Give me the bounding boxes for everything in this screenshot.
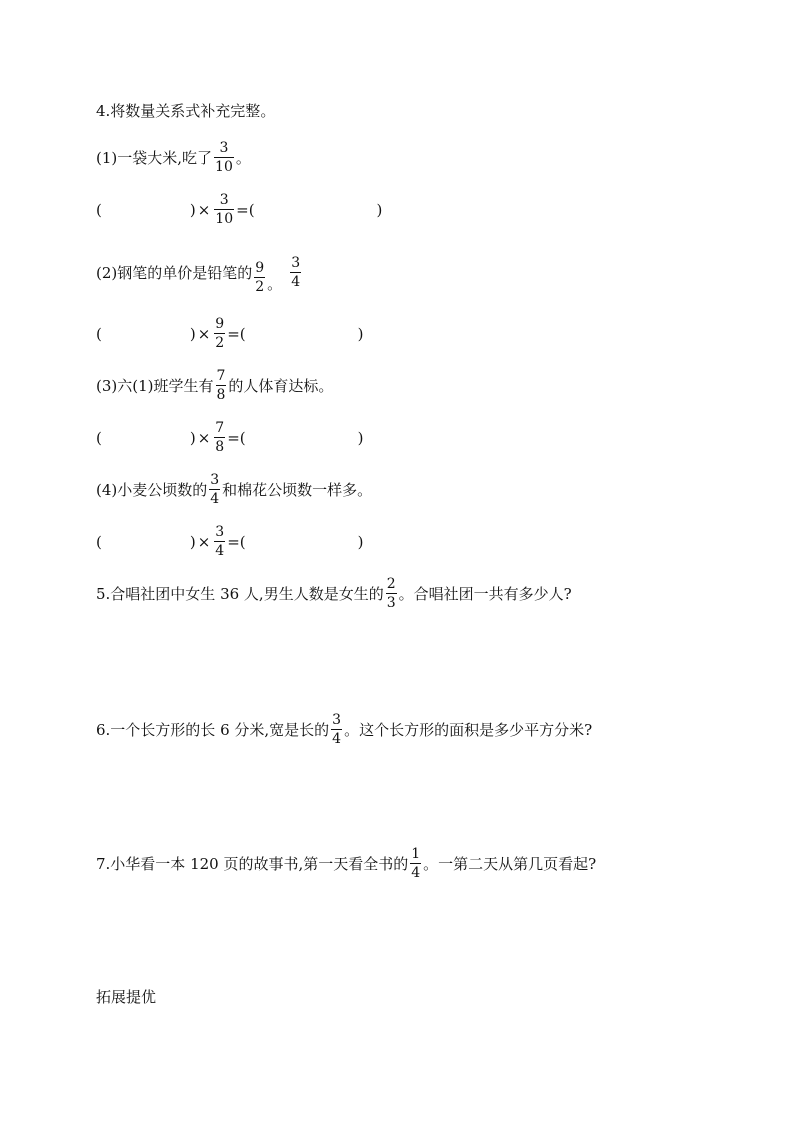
numerator: 7 [216,368,226,384]
denominator: 8 [215,439,225,455]
denominator: 10 [215,159,233,175]
numerator: 1 [411,846,421,862]
numerator: 9 [255,260,265,276]
numerator: 3 [219,192,229,208]
q4-title-text: 4.将数量关系式补充完整。 [96,102,276,120]
blank-open: ( [96,324,102,343]
numerator: 3 [219,140,229,156]
q6-text: 6.一个长方形的长 6 分米,宽是长的 [96,721,330,739]
q4-item3-equation [96,420,364,455]
times-sign: × [197,428,211,447]
q4-item4-label [96,472,372,507]
item3-text-post: 的人体育达标。 [228,377,334,395]
blank-open: ( [96,532,102,551]
fraction [410,846,421,881]
denominator: 8 [216,387,226,403]
equals-open: =( [227,532,246,551]
fraction [386,576,397,611]
denominator: 4 [215,543,225,559]
equals-open: =( [236,200,255,219]
q6 [96,712,592,747]
fraction [214,316,225,351]
denominator: 4 [291,274,301,290]
blank-close: ) [357,324,364,343]
denominator: 2 [255,279,265,295]
equals-open: =( [227,324,246,343]
blank-close: ) [189,200,196,219]
numerator: 3 [215,524,225,540]
numerator: 9 [215,316,225,332]
q4-item1-label [96,140,251,175]
fraction [209,472,220,507]
denominator: 4 [210,491,220,507]
denominator: 10 [215,211,234,227]
fraction [331,712,342,747]
q5-text-post: 。合唱社团一共有多少人? [398,585,572,603]
q4-item4-equation [96,524,364,559]
fraction [214,140,234,175]
item3-text: (3)六(1)班学生有 [96,377,214,395]
blank-close: ) [357,532,364,551]
denominator: 4 [332,731,342,747]
fraction [254,260,265,295]
q4-title [96,100,275,121]
fraction [290,255,301,290]
fraction [214,192,234,227]
item4-text: (4)小麦公顷数的 [96,481,208,499]
blank-close: ) [189,428,196,447]
numerator: 3 [210,472,220,488]
q7 [96,846,596,881]
blank-open: ( [96,428,102,447]
item1-text-post: 。 [235,149,251,167]
numerator: 3 [291,255,301,271]
equals-open: =( [227,428,246,447]
numerator: 7 [215,420,225,436]
fraction [214,420,225,455]
q6-text-post: 。这个长方形的面积是多少平方分米? [344,721,593,739]
section-heading [96,986,156,1007]
fraction [214,524,225,559]
section-title: 拓展提优 [96,988,157,1006]
q4-item2-equation [96,316,364,351]
item4-text-post: 和棉花公顷数一样多。 [222,481,373,499]
item2-text: (2)钢笔的单价是铅笔的 [96,264,253,282]
blank-close: ) [189,532,196,551]
item2-text-post: 。 [267,275,283,293]
blank-close: ) [189,324,196,343]
q4-item1-equation [96,192,382,227]
blank-close: ) [357,428,364,447]
q5-text: 5.合唱社团中女生 36 人,男生人数是女生的 [96,585,384,603]
denominator: 2 [215,335,225,351]
fraction [216,368,227,403]
blank-close: ) [376,200,383,219]
item1-text: (1)一袋大米,吃了 [96,149,213,167]
denominator: 3 [386,595,396,611]
numerator: 3 [332,712,342,728]
blank-open: ( [96,200,102,219]
q7-text-post: 。一第二天从第几页看起? [423,855,597,873]
times-sign: × [197,200,211,219]
q5 [96,576,572,611]
numerator: 2 [386,576,396,592]
times-sign: × [197,324,211,343]
times-sign: × [197,532,211,551]
q4-item3-label [96,368,333,403]
denominator: 4 [411,865,421,881]
q4-item2-label [96,250,303,295]
q7-text: 7.小华看一本 120 页的故事书,第一天看全书的 [96,855,409,873]
